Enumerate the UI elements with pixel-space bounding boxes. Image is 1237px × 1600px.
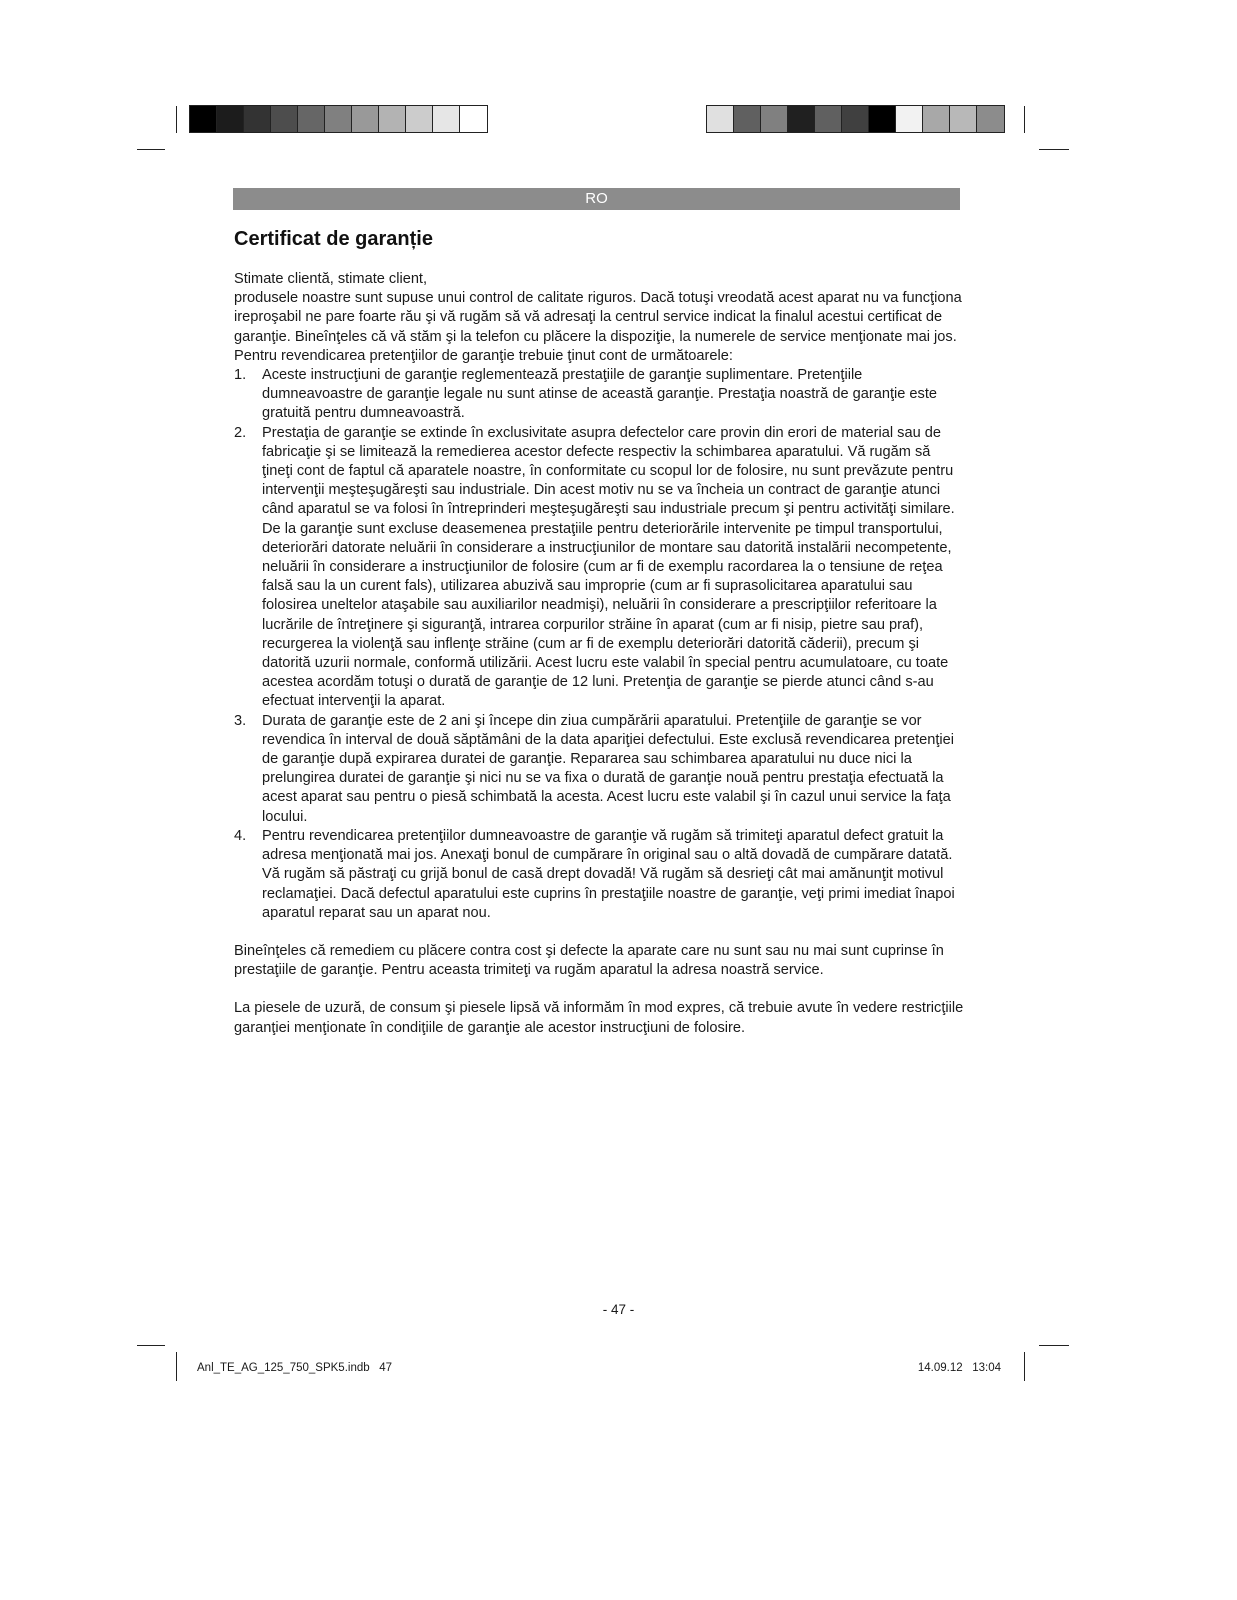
right-strip-swatch [923,106,950,132]
list-item-number: 1. [234,367,247,384]
wear-parts-paragraph: La piesele de uzură, de consum şi piesele lipsă vă informăm în mod expres, că trebuie avute în vedere restricţiile garanţiei menţionate în condiţiile de garanţie ale acestor instrucţiuni de folosire. [234,1000,964,1036]
crop-mark-top-left-horizontal [137,149,165,150]
list-item [234,827,964,923]
right-strip-swatch [869,106,896,132]
print-file-info: Anl_TE_AG_125_750_SPK5.indb 47 [197,1362,393,1374]
intro-paragraph: produsele noastre sunt supuse unui control de calitate riguros. Dacă totuşi vreodată acest aparat nu va funcţiona ireproşabil ne pare foarte rău şi vă rugăm să vă adresaţi la centrul service indicat la finalul acestui certificat de garanţie. Bineînţeles că vă stăm şi la telefon cu plăcere la dispoziţie, la numerele de service menţionate mai jos. Pentru revendicarea pretenţiilor de garanţie trebuie ţinut cont de următoarele: [234,290,962,364]
document-body [234,270,964,1038]
greeting: Stimate clientă, stimate client, [234,271,428,287]
right-strip-swatch [842,106,869,132]
left-strip-swatch [217,106,244,132]
crop-mark-bottom-right-horizontal [1039,1345,1069,1346]
left-strip-swatch [190,106,217,132]
list-item-number: 3. [234,712,247,729]
right-strip-swatch [761,106,788,132]
warranty-terms-list [234,366,964,923]
left-strip-swatch [244,106,271,132]
language-header-bar [233,188,960,210]
right-strip-swatch [815,106,842,132]
right-strip-swatch [950,106,977,132]
repairs-paragraph: Bineînţeles că remediem cu plăcere contra cost şi defecte la aparate care nu sunt sau nu mai sunt cuprinse în prestaţiile de garanţie. Pentru aceasta trimiteţi va rugăm aparatul la adresa noastră service. [234,942,944,979]
right-strip-swatch [977,106,1004,132]
print-timestamp: 14.09.12 13:04 [917,1362,1001,1374]
crop-mark-bottom-right-vertical [1024,1352,1025,1381]
paragraph-spacer [234,980,964,999]
list-item-number: 4. [234,827,247,844]
left-strip-swatch [379,106,406,132]
list-item-number: 2. [234,424,247,441]
right-strip-swatch [788,106,815,132]
left-strip-swatch [352,106,379,132]
right-strip-swatch [896,106,923,132]
list-item-text: Aceste instrucţiuni de garanţie reglementează prestaţiile de garanţie suplimentare. Pretenţiile dumneavoastre de garanţie legale nu sunt atinse de această garanţie. Prestaţia noastră de garanţie este gratuită pentru dumneavoastră. [262,367,938,422]
crop-mark-top-left-vertical [176,106,177,133]
right-strip-swatch [734,106,761,132]
left-strip-swatch [298,106,325,132]
crop-mark-bottom-left-vertical [176,1352,177,1381]
paragraph-spacer [234,923,964,942]
list-item [234,712,964,827]
left-strip-swatch [406,106,433,132]
right-strip-swatch [707,106,734,132]
list-item [234,366,964,424]
list-item-text: Pentru revendicarea pretenţiilor dumneavoastre de garanţie vă rugăm să trimiteţi aparatul defect gratuit la adresa menţionată mai jos. Anexaţi bonul de cumpărare în original sau o altă dovadă de cumpărare datată. Vă rugăm să păstraţi cu grijă bonul de casă drept dovadă! Vă rugăm să desrieţi cât mai amănunţit motivul reclamaţiei. Dacă defectul aparatului este cuprins în prestaţiile noastre de garanţie, veţi primi imediat înapoi aparatul reparat sau un aparat nou. [262,827,955,921]
list-item-text: Prestaţia de garanţie se extinde în exclusivitate asupra defectelor care provin din erori de material sau de fabricaţie şi se limitează la remedierea acestor defecte respectiv la schimbarea aparatului. Vă rugăm să ţineţi cont de faptul că aparatele noastre, în conformitate cu scopul lor de folosire, nu sunt prevăzute pentru intervenţii meşteşugăreşti sau industriale. Din acest motiv nu se va încheia un contract de garanţie atunci când aparatul se va folosi în întreprinderi meşteşugăreşti sau industriale precum şi pentru activităţi similare. De la garanţie sunt excluse deasemenea prestaţiile pentru deteriorările intervenite pe timpul transportului, deteriorări datorate neluării în considerare a instrucţiunilor de montare sau datorită instalării necompetente, neluării în considerare a instrucţiunilor de folosire (cum ar fi de exemplu racordarea la o tensiune de reţea falsă sau la un curent fals), utilizarea abuzivă sau improprie (cum ar fi suprasolicitarea aparatului sau folosirea uneltelor ataşabile sau auxiliarilor neadmişi), neluării în considerare a prescripţiilor referitoare la lucrările de întreţinere şi siguranţă, intrarea corpurilor străine în aparat (cum ar fi nisip, pietre sau praf), recurgerea la violenţă sau inflenţe străine (cum ar fi de exemplu deteriorări datorită căderii), precum şi datorită uzurii normale, conformă utilizării. Acest lucru este valabil în special pentru acumulatoare, cu toate acestea acordăm totuşi o durată de garanţie de 12 luni. Pretenţia de garanţie se pierde atunci când s-au efectuat intervenţii la aparat. [262,424,955,710]
language-tag: RO [585,190,608,207]
list-item-text: Durata de garanţie este de 2 ani şi începe din ziua cumpărării aparatului. Pretenţiile de garanţie se vor revendica în interval de două săptămâni de la data apariţiei defectului. Este exclusă revendicarea pretenţiei de garanţie după expirarea duratei de garanţie. Repararea sau schimbarea aparatului nu duce nici la prelungirea duratei de garanţie şi nici nu se va fixa o durată de garanţie nouă pentru prestaţia efectuată la acest aparat sau pentru o piesă schimbată la acesta. Acest lucru este valabil şi în cazul unui service la faţa locului. [262,712,955,825]
left-strip-swatch [433,106,460,132]
crop-mark-bottom-left-horizontal [137,1345,165,1346]
left-strip-swatch [271,106,298,132]
left-strip-swatch [460,106,487,132]
page-title: Certificat de garanție [234,228,433,250]
right-color-calibration-strip [706,105,1005,133]
left-color-calibration-strip [189,105,488,133]
page-number: - 47 - [602,1302,635,1317]
left-strip-swatch [325,106,352,132]
crop-mark-top-right-horizontal [1039,149,1069,150]
list-item [234,424,964,712]
crop-mark-top-right-vertical [1024,106,1025,133]
